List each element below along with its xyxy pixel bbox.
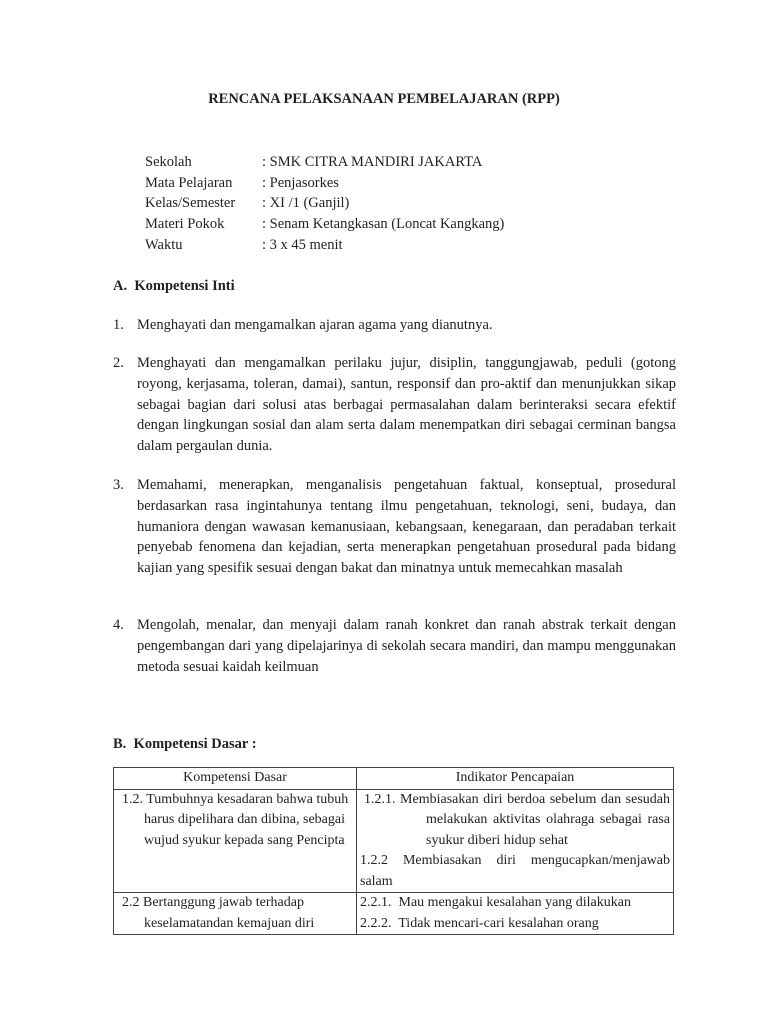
item-number: 4. xyxy=(113,617,124,633)
indicator: 1.2.1. Membiasakan diri berdoa sebelum dan sesudah melakukan aktivitas olahraga sebagai rasa syukur diberi hidup sehat xyxy=(364,791,670,848)
item-text: Memahami, menerapkan, menganalisis pengetahuan faktual, konseptual, prosedural berdasarkan rasa ingintahunya tentang ilmu pengetahuan, teknologi, seni, budaya, dan humaniora dengan wawasan kemanusiaan, kebangsaan, kenegaraan, dan peradaban terkait penyebab fenomena dan kejadian, serta menerapkan pengetahuan prosedural pada bidang kajian yang spesifik sesuai dengan bakat dan minatnya untuk memecahkan masalah xyxy=(137,477,676,577)
section-a-heading: A. Kompetensi Inti xyxy=(113,278,235,294)
core-competency-item xyxy=(113,615,676,677)
info-label: Kelas/Semester xyxy=(145,195,236,212)
indicator-cell xyxy=(357,893,674,935)
info-value: : 3 x 45 menit xyxy=(262,236,343,253)
item-text: Menghayati dan mengamalkan perilaku jujur, disiplin, tanggungjawab, peduli (gotong royong, kerjasama, toleran, damai), santun, responsif dan pro-aktif dan menunjukkan sikap sebagai bagian dari solusi atas berbagai permasalahan dalam berinteraksi secara efektif dengan lingkungan sosial dan alam serta dalam menempatkan diri sebagai cerminan bangsa dalam pergaulan dunia. xyxy=(137,355,676,455)
table-header-row xyxy=(114,768,674,790)
core-competency-item xyxy=(113,315,676,336)
item-number: 3. xyxy=(113,477,124,493)
info-label: Materi Pokok xyxy=(145,216,225,233)
info-label: Sekolah xyxy=(145,154,192,170)
info-value: : Senam Ketangkasan (Loncat Kangkang) xyxy=(262,216,505,233)
column-header: Indikator Pencapaian xyxy=(357,768,674,790)
indicator: 2.2.1. Mau mengakui kesalahan yang dilakukan xyxy=(360,895,631,910)
info-row-time xyxy=(145,237,504,258)
table-row xyxy=(114,789,674,893)
indicator: 1.2.2 Membiasakan diri mengucapkan/menjawab salam xyxy=(360,853,670,889)
info-label: Mata Pelajaran xyxy=(145,174,233,191)
item-number: 1. xyxy=(113,317,124,333)
document-title: RENCANA PELAKSANAAN PEMBELAJARAN (RPP) xyxy=(208,91,560,107)
info-row-subject xyxy=(145,175,504,196)
core-competency-item xyxy=(113,475,676,579)
basic-competency-table xyxy=(113,767,674,935)
competency-cell: 1.2. Tumbuhnya kesadaran bahwa tubuh harus dipelihara dan dibina, sebagai wujud syukur kepada sang Pencipta xyxy=(114,789,357,893)
item-text: Menghayati dan mengamalkan ajaran agama yang dianutnya. xyxy=(137,317,493,333)
info-value: : XI /1 (Ganjil) xyxy=(262,195,350,212)
competency-cell: 2.2 Bertanggung jawab terhadap keselamatandan kemajuan diri xyxy=(114,893,357,935)
info-value: : SMK CITRA MANDIRI JAKARTA xyxy=(262,154,483,170)
info-label: Waktu xyxy=(145,236,183,253)
section-b-heading: B. Kompetensi Dasar : xyxy=(113,736,257,752)
info-row-school xyxy=(145,154,504,175)
indicator: 2.2.2. Tidak mencari-cari kesalahan orang xyxy=(360,915,599,931)
info-row-topic xyxy=(145,216,504,237)
identity-block xyxy=(145,154,504,257)
item-text: Mengolah, menalar, dan menyaji dalam ranah konkret dan ranah abstrak terkait dengan pengembangan dari yang dipelajarinya di sekolah secara mandiri, dan mampu menggunakan metoda sesuai kaidah keilmuan xyxy=(137,617,676,675)
info-value: : Penjasorkes xyxy=(262,174,339,191)
table-row xyxy=(114,893,674,935)
core-competency-item xyxy=(113,353,676,457)
column-header: Kompetensi Dasar xyxy=(114,768,357,790)
info-row-class xyxy=(145,195,504,216)
item-number: 2. xyxy=(113,355,124,371)
indicator-cell xyxy=(357,789,674,893)
